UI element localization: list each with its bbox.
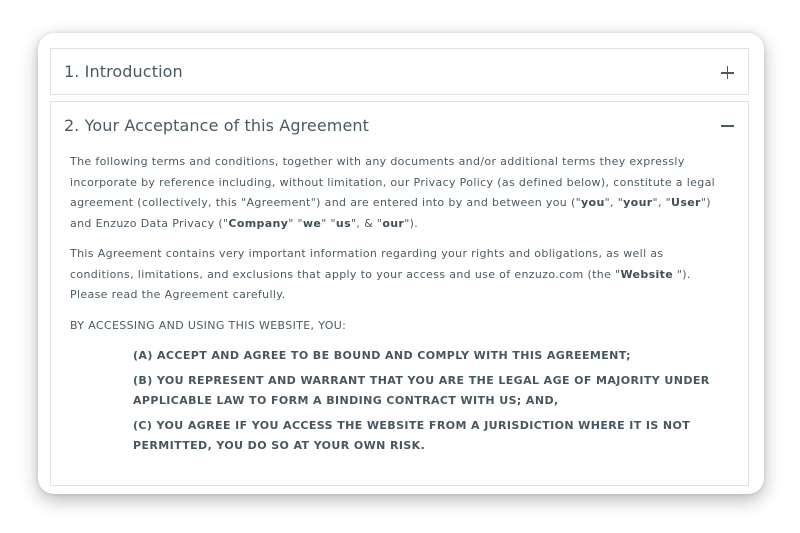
paragraph-rights-obligations: This Agreement contains very important information regarding your rights and obligations, as well as conditions, limitations, and exclusions that apply to your access and use of enzuzo.com (the "Website "). Please read the Agreement carefully. (70, 247, 691, 301)
paragraph-accessing-heading: BY ACCESSING AND USING THIS WEBSITE, YOU: (70, 318, 347, 332)
accordion-section-acceptance (50, 101, 749, 486)
list-item: (A) ACCEPT AND AGREE TO BE BOUND AND COMPLY WITH THIS AGREEMENT; (133, 349, 631, 362)
plus-icon[interactable] (720, 65, 736, 81)
minus-icon[interactable] (720, 118, 736, 134)
acceptance-list (133, 346, 730, 457)
section-body (70, 152, 730, 461)
section-title-acceptance[interactable]: 2. Your Acceptance of this Agreement (64, 116, 370, 135)
paragraph-terms-intro: The following terms and conditions, together with any documents and/or additional terms they expressly incorporate by reference including, without limitation, our Privacy Policy (as defined below), constitute a legal agreement (collectively, this "Agreement") and are entered into by and between you ("you", "your", "User") and Enzuzo Data Privacy ("Company" "we" "us", & "our"). (70, 155, 716, 230)
list-item: (B) YOU REPRESENT AND WARRANT THAT YOU ARE THE LEGAL AGE OF MAJORITY UNDER APPLICABLE LAW TO FORM A BINDING CONTRACT WITH US; AND, (133, 373, 710, 407)
accordion-section-introduction[interactable] (50, 48, 749, 95)
list-item: (C) YOU AGREE IF YOU ACCESS THE WEBSITE FROM A JURISDICTION WHERE IT IS NOT PERMITTED, YOU DO SO AT YOUR OWN RISK. (133, 418, 691, 452)
section-title-introduction[interactable]: 1. Introduction (64, 62, 183, 81)
terms-card (38, 33, 764, 494)
